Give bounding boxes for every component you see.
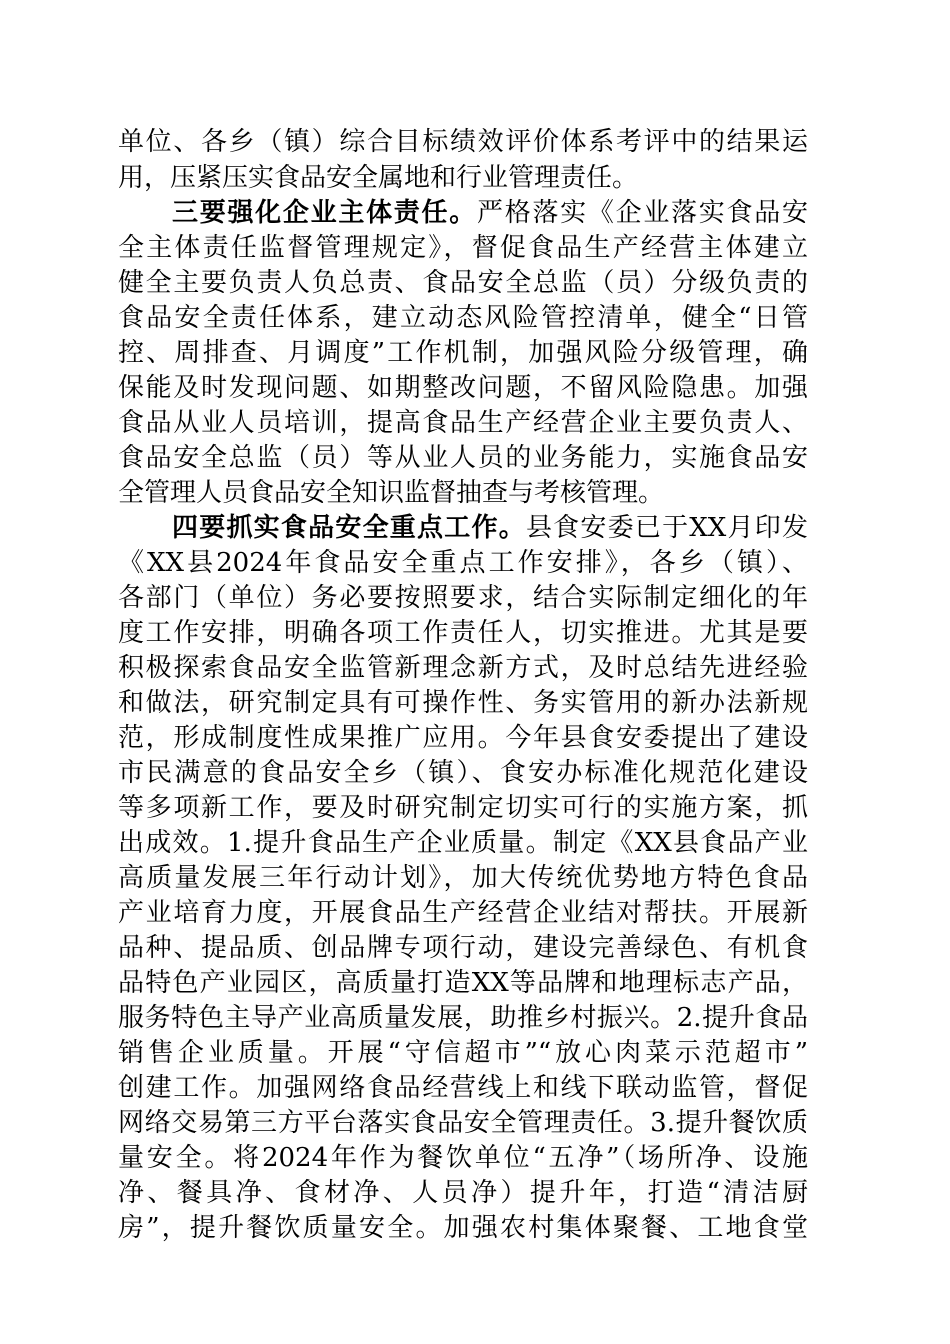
line-text: 品特色产业园区，高质量打造XX等品牌和地理标志产品，: [118, 968, 808, 998]
text-line: [118, 1068, 808, 1108]
line-text: 全管理人员食品安全知识监督抽查与考核管理。: [118, 478, 665, 508]
text-line: [118, 1138, 808, 1178]
paragraph-heading: 三要强化企业主体责任。: [172, 198, 477, 228]
line-text: 保能及时发现问题、如期整改问题，不留风险隐患。加强: [118, 373, 808, 403]
line-text: 高质量发展三年行动计划》，加大传统优势地方特色食品: [118, 863, 808, 893]
line-text: 市民满意的食品安全乡（镇）、食安办标准化规范化建设: [118, 758, 808, 788]
line-text: 净、餐具净、食材净、人员净）提升年，打造“清洁厨: [118, 1178, 808, 1208]
text-line: [118, 1208, 808, 1248]
line-text: 县食安委已于XX月印发: [525, 513, 808, 543]
text-line: [118, 998, 808, 1038]
line-text: 用，压紧压实食品安全属地和行业管理责任。: [118, 163, 639, 193]
text-line: [118, 298, 808, 338]
line-text: 房”，提升餐饮质量安全。加强农村集体聚餐、工地食堂: [118, 1213, 808, 1243]
line-text: 控、周排查、月调度”工作机制，加强风险分级管理，确: [118, 338, 808, 368]
line-text: 食品安全责任体系，建立动态风险管控清单，健全“日管: [118, 303, 808, 333]
text-line: [118, 893, 808, 933]
line-text: 产业培育力度，开展食品生产经营企业结对帮扶。开展新: [118, 898, 808, 928]
line-text: 创建工作。加强网络食品经营线上和线下联动监管，督促: [118, 1073, 808, 1103]
text-line: [118, 683, 808, 723]
line-text: 量安全。将2024年作为餐饮单位“五净”（场所净、设施: [118, 1143, 808, 1173]
line-text: 食品从业人员培训，提高食品生产经营企业主要负责人、: [118, 408, 808, 438]
text-line: [118, 403, 808, 443]
text-line: [118, 928, 808, 968]
line-text: 范，形成制度性成果推广应用。今年县食安委提出了建设: [118, 723, 808, 753]
text-line: [118, 122, 808, 162]
text-line: [118, 578, 808, 618]
text-line: [118, 1103, 808, 1143]
line-text: 食品安全总监（员）等从业人员的业务能力，实施食品安: [118, 443, 808, 473]
text-line: [118, 438, 808, 478]
text-line: [118, 333, 808, 373]
line-text: 销售企业质量。开展“守信超市”“放心肉菜示范超市”: [118, 1038, 808, 1068]
text-line: [118, 858, 808, 898]
line-text: 等多项新工作，要及时研究制定切实可行的实施方案，抓: [118, 793, 808, 823]
text-line: [118, 228, 808, 268]
line-text: 品种、提品质、创品牌专项行动，建设完善绿色、有机食: [118, 933, 808, 963]
text-line: [118, 823, 808, 863]
paragraph-4-start: [172, 508, 808, 548]
text-line: [118, 158, 808, 198]
line-text: 服务特色主导产业高质量发展，助推乡村振兴。2.提升食品: [118, 1003, 808, 1033]
line-text: 度工作安排，明确各项工作责任人，切实推进。尤其是要: [118, 618, 808, 648]
text-line: [118, 718, 808, 758]
text-line: [118, 753, 808, 793]
text-line: [118, 963, 808, 1003]
text-line: [118, 1033, 808, 1073]
line-text: 出成效。1.提升食品生产企业质量。制定《XX县食品产业: [118, 828, 808, 858]
text-line: [118, 368, 808, 408]
line-text: 各部门（单位）务必要按照要求，结合实际制定细化的年: [118, 583, 808, 613]
line-text: 单位、各乡（镇）综合目标绩效评价体系考评中的结果运: [118, 127, 808, 157]
text-line: [118, 1173, 808, 1213]
paragraph-3-start: [172, 193, 808, 233]
text-line: [118, 613, 808, 653]
text-line: [118, 473, 808, 513]
line-text: 严格落实《企业落实食品安: [477, 198, 808, 228]
line-text: 健全主要负责人负总责、食品安全总监（员）分级负责的: [118, 268, 808, 298]
line-text: 《XX县2024年食品安全重点工作安排》，各乡（镇）、: [118, 548, 808, 578]
text-line: [118, 648, 808, 688]
text-line: [118, 543, 808, 583]
text-line: [118, 788, 808, 828]
paragraph-heading: 四要抓实食品安全重点工作。: [172, 513, 526, 543]
line-text: 网络交易第三方平台落实食品安全管理责任。3.提升餐饮质: [118, 1108, 808, 1138]
line-text: 积极探索食品安全监管新理念新方式，及时总结先进经验: [118, 653, 808, 683]
text-line: [118, 263, 808, 303]
line-text: 和做法，研究制定具有可操作性、务实管用的新办法新规: [118, 688, 808, 718]
line-text: 全主体责任监督管理规定》，督促食品生产经营主体建立: [118, 233, 808, 263]
